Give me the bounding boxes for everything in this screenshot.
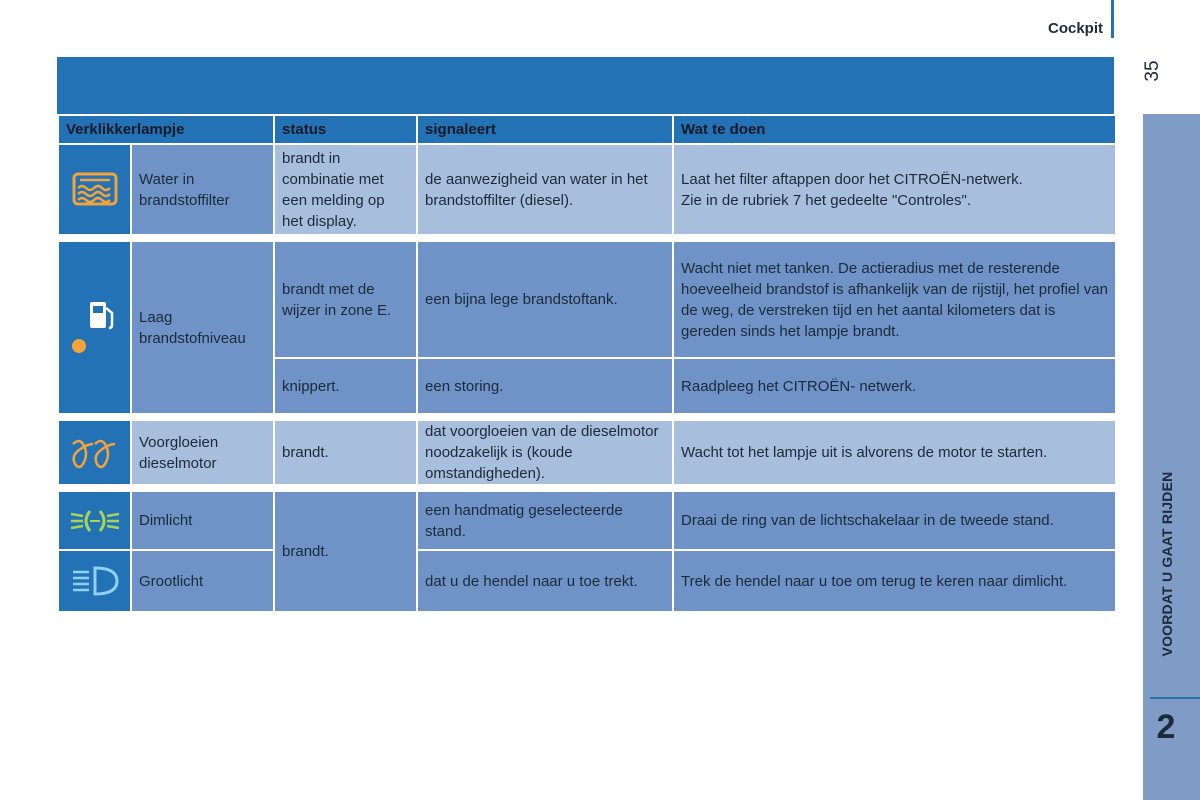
chapter-title: VOORDAT U GAAT RIJDEN	[1159, 471, 1175, 657]
column-header-action: Wat te doen	[673, 115, 1116, 144]
status-cell: brandt.	[274, 420, 417, 485]
table-header-row	[58, 115, 1116, 144]
chapter-rule	[1150, 697, 1200, 699]
action-line: Laat het filter aftappen door het CITROËN-netwerk.	[681, 170, 1023, 188]
column-header-signals: signaleert	[417, 115, 673, 144]
table-row	[58, 491, 1116, 550]
signals-cell: dat voorgloeien van de dieselmotor noodzakelijk is (koude omstandigheden).	[417, 420, 673, 485]
signals-cell: de aanwezigheid van water in het brandstoffilter (diesel).	[417, 144, 673, 235]
table-row	[58, 550, 1116, 612]
signals-cell: dat u de hendel naar u toe trekt.	[417, 550, 673, 612]
warning-lamps-table	[57, 114, 1117, 613]
action-line: Zie in de rubriek 7 het gedeelte "Controles".	[681, 191, 971, 209]
lamp-name: Voorgloeien dieselmotor	[131, 420, 274, 485]
dipped-beam-icon	[58, 491, 131, 550]
lamp-name: Laag brandstofniveau	[131, 241, 274, 414]
main-beam-icon	[58, 550, 131, 612]
lamp-name: Water in brandstoffilter	[131, 144, 274, 235]
action-cell: Wacht tot het lampje uit is alvorens de motor te starten.	[673, 420, 1116, 485]
signals-cell: een bijna lege brandstoftank.	[417, 241, 673, 358]
section-title: Cockpit	[1047, 20, 1103, 37]
status-cell: brandt met de wijzer in zone E.	[274, 241, 417, 358]
page-number: 35	[1142, 60, 1163, 82]
chapter-number: 2	[1156, 708, 1176, 746]
lamp-name: Dimlicht	[131, 491, 274, 550]
lamp-name: Grootlicht	[131, 550, 274, 612]
table-row	[58, 420, 1116, 485]
signals-cell: een storing.	[417, 358, 673, 414]
signals-cell: een handmatig geselecteerde stand.	[417, 491, 673, 550]
action-cell	[673, 144, 1116, 235]
action-cell: Wacht niet met tanken. De actieradius met de resterende hoeveelheid brandstof is afhankelijk van de rijstijl, het profiel van de weg, de verstreken tijd en het aantal kilometers dat is gereden sinds het lampje brandt.	[673, 241, 1116, 358]
column-header-lamp: Verklikkerlampje	[58, 115, 274, 144]
column-header-status: status	[274, 115, 417, 144]
action-cell: Draai de ring van de lichtschakelaar in de tweede stand.	[673, 491, 1116, 550]
status-cell: brandt in combinatie met een melding op het display.	[274, 144, 417, 235]
table-row	[58, 144, 1116, 235]
water-in-fuel-filter-icon	[58, 144, 131, 235]
status-cell: knippert.	[274, 358, 417, 414]
action-cell: Raadpleeg het CITROËN- netwerk.	[673, 358, 1116, 414]
action-cell: Trek de hendel naar u toe om terug te keren naar dimlicht.	[673, 550, 1116, 612]
header-rule	[1111, 0, 1114, 38]
fuel-pump-icon	[58, 241, 131, 414]
glow-plug-icon	[58, 420, 131, 485]
table-row	[58, 241, 1116, 358]
table-banner	[57, 57, 1114, 114]
status-cell: brandt.	[274, 491, 417, 612]
